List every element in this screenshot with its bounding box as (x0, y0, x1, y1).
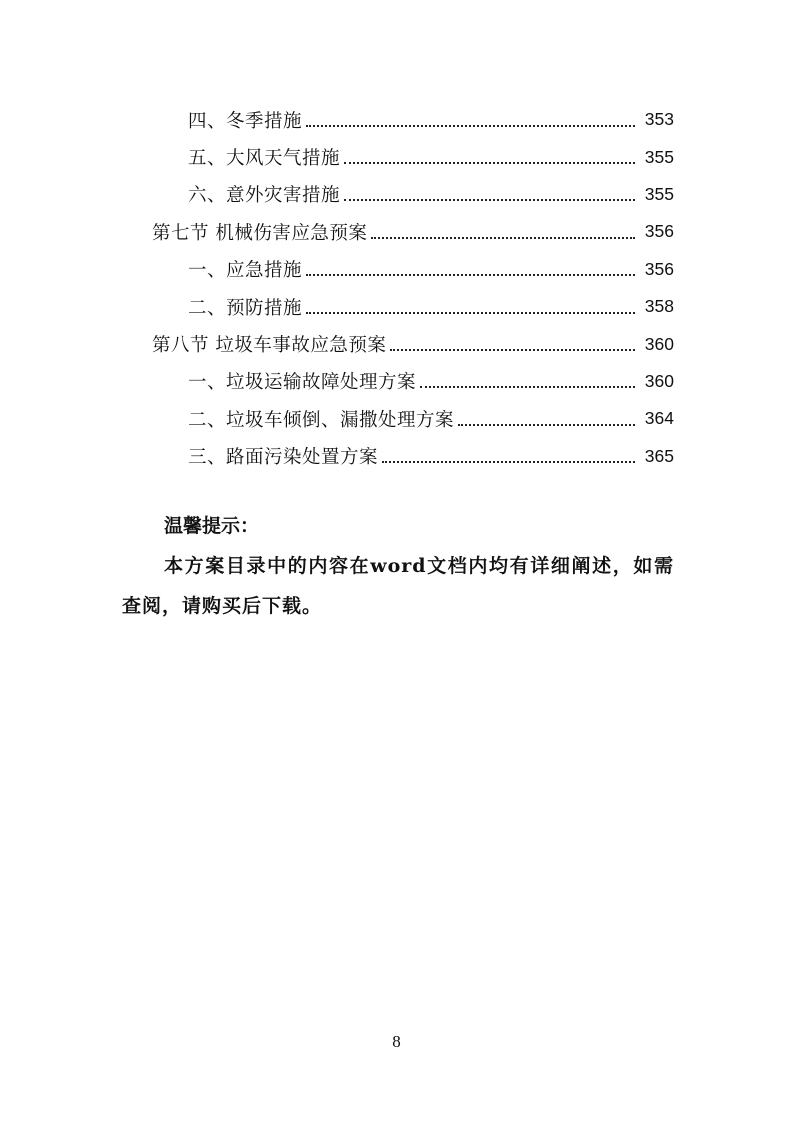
table-of-contents (0, 101, 793, 475)
toc-entry-page: 360 (644, 333, 674, 354)
toc-section-entry[interactable] (0, 325, 793, 362)
toc-entry-page: 364 (644, 408, 674, 429)
reminder-title: 温馨提示： (164, 515, 260, 537)
reminder-note (122, 506, 674, 626)
toc-entry-title: 第七节 机械伤害应急预案 (152, 222, 368, 244)
toc-entry-page: 356 (644, 258, 674, 279)
toc-dot-leader (458, 424, 635, 426)
toc-entry-page: 355 (644, 146, 674, 167)
toc-entry[interactable] (0, 400, 793, 437)
toc-dot-leader (420, 386, 635, 388)
toc-entry-title: 一、应急措施 (188, 260, 303, 282)
toc-dot-leader (382, 461, 635, 463)
toc-dot-leader (306, 274, 635, 276)
toc-entry[interactable] (0, 438, 793, 475)
toc-entry[interactable] (0, 363, 793, 400)
toc-dot-leader (306, 312, 635, 314)
toc-entry-page: 353 (644, 109, 674, 130)
toc-entry[interactable] (0, 288, 793, 325)
toc-entry-title: 二、预防措施 (188, 297, 303, 319)
toc-entry[interactable] (0, 138, 793, 175)
toc-entry-page: 356 (644, 221, 674, 242)
reminder-body: 本方案目录中的内容在word文档内均有详细阐述，如需查阅，请购买后下载。 (122, 555, 674, 617)
toc-dot-leader (390, 349, 635, 351)
toc-entry-title: 五、大风天气措施 (188, 148, 341, 170)
toc-section-entry[interactable] (0, 213, 793, 250)
toc-entry-page: 365 (644, 445, 674, 466)
toc-entry[interactable] (0, 101, 793, 138)
toc-entry[interactable] (0, 176, 793, 213)
toc-entry-title: 六、意外灾害措施 (188, 185, 341, 207)
toc-entry-page: 360 (644, 370, 674, 391)
toc-dot-leader (344, 162, 635, 164)
toc-dot-leader (371, 237, 635, 239)
toc-entry-title: 一、垃圾运输故障处理方案 (188, 372, 417, 394)
toc-dot-leader (306, 125, 635, 127)
toc-entry[interactable] (0, 251, 793, 288)
toc-entry-title: 二、垃圾车倾倒、漏撒处理方案 (188, 409, 455, 431)
toc-entry-page: 355 (644, 183, 674, 204)
toc-entry-title: 四、冬季措施 (188, 110, 303, 132)
toc-entry-title: 第八节 垃圾车事故应急预案 (152, 335, 387, 357)
toc-dot-leader (344, 199, 635, 201)
toc-entry-title: 三、路面污染处置方案 (188, 447, 379, 469)
page-number: 8 (392, 1032, 401, 1051)
toc-entry-page: 358 (644, 296, 674, 317)
